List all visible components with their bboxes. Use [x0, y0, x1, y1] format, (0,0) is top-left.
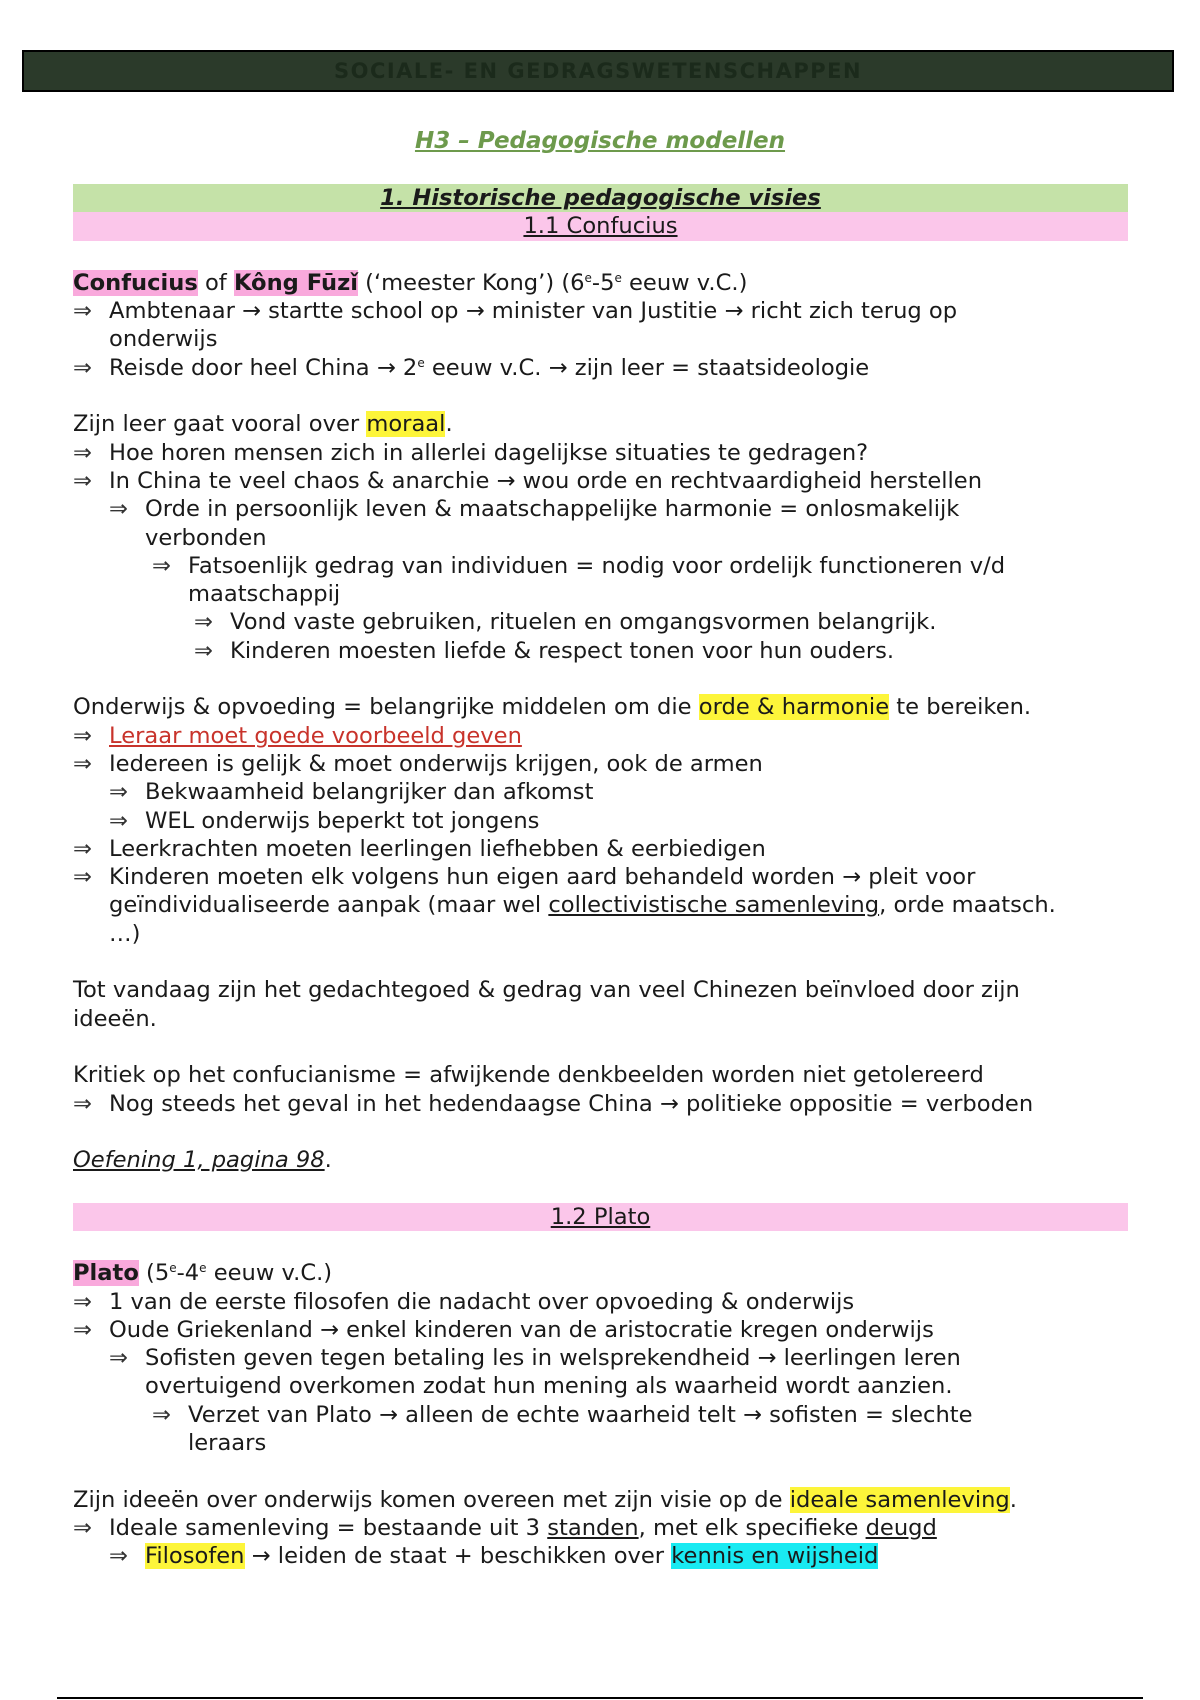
list-item-continuation: onderwijs	[109, 326, 218, 353]
double-arrow-icon: ⇒	[73, 1288, 92, 1315]
list-item: ⇒ Leraar moet goede voorbeeld geven	[73, 722, 522, 749]
exercise-reference: Oefening 1, pagina 98.	[73, 1147, 332, 1174]
list-item: ⇒ Sofisten geven tegen betaling les in welsprekendheid → leerlingen leren	[109, 1345, 961, 1372]
list-item: ⇒ Leerkrachten moeten leerlingen liefhebben & eerbiedigen	[73, 835, 766, 862]
list-item: ⇒ WEL onderwijs beperkt tot jongens	[109, 807, 540, 834]
paragraph: Kritiek op het confucianisme = afwijkende denkbeelden worden niet getolereerd	[73, 1062, 984, 1089]
double-arrow-icon: ⇒	[152, 552, 171, 579]
list-item: ⇒ Filosofen → leiden de staat + beschikken over kennis en wijsheid	[109, 1543, 879, 1570]
footer-divider	[57, 1697, 1143, 1699]
double-arrow-icon: ⇒	[152, 1401, 171, 1428]
list-item: ⇒ Reisde door heel China → $2^e$ eeuw v.C. → zijn leer = staatsideologie	[73, 354, 870, 381]
list-item-continuation: geïndividualiseerde aanpak (maar wel collectivistische samenleving, orde maatsch.	[109, 892, 1056, 919]
list-item-continuation: leraars	[188, 1430, 267, 1457]
list-item: ⇒ Orde in persoonlijk leven & maatschappelijke harmonie = onlosmakelijk	[109, 496, 960, 523]
paragraph: Onderwijs & opvoeding = belangrijke middelen om die orde & harmonie te bereiken.	[73, 694, 1032, 721]
list-item: ⇒ Hoe horen mensen zich in allerlei dagelijkse situaties te gedragen?	[73, 439, 869, 466]
double-arrow-icon: ⇒	[73, 722, 92, 749]
subsection-heading-confucius: 1.1 Confucius	[73, 212, 1128, 240]
list-item: ⇒ Oude Griekenland → enkel kinderen van de aristocratie kregen onderwijs	[73, 1316, 934, 1343]
double-arrow-icon: ⇒	[194, 637, 213, 664]
course-title: SOCIALE- EN GEDRAGSWETENSCHAPPEN	[333, 59, 863, 83]
list-item-continuation: …)	[109, 920, 141, 947]
name-highlight: Kông Fūzǐ	[233, 269, 358, 296]
list-item: ⇒ Ideale samenleving = bestaande uit 3 standen, met elk specifieke deugd	[73, 1514, 937, 1541]
name-highlight: Confucius	[73, 269, 198, 296]
confucius-intro: Confucius of Kông Fūzǐ (‘meester Kong’) (6e-5e eeuw v.C.)	[73, 269, 748, 296]
list-item: ⇒ Bekwaamheid belangrijker dan afkomst	[109, 779, 594, 806]
paragraph: Zijn leer gaat vooral over moraal.	[73, 411, 453, 438]
double-arrow-icon: ⇒	[109, 807, 128, 834]
double-arrow-icon: ⇒	[73, 1316, 92, 1343]
double-arrow-icon: ⇒	[73, 1090, 92, 1117]
chapter-title: H3 – Pedagogische modellen	[414, 128, 786, 154]
double-arrow-icon: ⇒	[73, 750, 92, 777]
list-item: ⇒ Kinderen moeten elk volgens hun eigen aard behandeld worden → pleit voor	[73, 864, 976, 891]
name-highlight: Plato	[73, 1260, 139, 1287]
double-arrow-icon: ⇒	[109, 1345, 128, 1372]
list-item-continuation: overtuigend overkomen zodat hun mening als waarheid wordt aanzien.	[145, 1373, 953, 1400]
double-arrow-icon: ⇒	[73, 298, 92, 325]
section-heading: 1. Historische pedagogische visies	[73, 184, 1128, 212]
list-item: ⇒ Verzet van Plato → alleen de echte waarheid telt → sofisten = slechte	[152, 1401, 973, 1428]
list-item-continuation: maatschappij	[188, 581, 341, 608]
list-item: ⇒ Iedereen is gelijk & moet onderwijs krijgen, ook de armen	[73, 750, 763, 777]
list-item: ⇒ Kinderen moesten liefde & respect tonen voor hun ouders.	[194, 637, 895, 664]
list-item: ⇒ Vond vaste gebruiken, rituelen en omgangsvormen belangrijk.	[194, 609, 937, 636]
double-arrow-icon: ⇒	[109, 496, 128, 523]
list-item: ⇒ Ambtenaar → startte school op → minister van Justitie → richt zich terug op	[73, 298, 958, 325]
paragraph-continuation: ideeën.	[73, 1005, 157, 1032]
plato-intro: Plato (5e-4e eeuw v.C.)	[73, 1260, 333, 1287]
list-item: ⇒ Fatsoenlijk gedrag van individuen = nodig voor ordelijk functioneren v/d	[152, 552, 1006, 579]
double-arrow-icon: ⇒	[73, 1514, 92, 1541]
double-arrow-icon: ⇒	[73, 864, 92, 891]
paragraph: Tot vandaag zijn het gedachtegoed & gedrag van veel Chinezen beïnvloed door zijn	[73, 977, 1020, 1004]
double-arrow-icon: ⇒	[73, 354, 92, 381]
paragraph: Zijn ideeën over onderwijs komen overeen met zijn visie op de ideale samenleving.	[73, 1486, 1017, 1513]
list-item: ⇒ Nog steeds het geval in het hedendaagse China → politieke oppositie = verboden	[73, 1090, 1034, 1117]
double-arrow-icon: ⇒	[109, 779, 128, 806]
list-item: ⇒ 1 van de eerste filosofen die nadacht over opvoeding & onderwijs	[73, 1288, 855, 1315]
document-body	[73, 184, 1128, 1571]
list-item-continuation: verbonden	[145, 524, 267, 551]
double-arrow-icon: ⇒	[73, 439, 92, 466]
double-arrow-icon: ⇒	[73, 467, 92, 494]
double-arrow-icon: ⇒	[109, 1543, 128, 1570]
double-arrow-icon: ⇒	[73, 835, 92, 862]
double-arrow-icon: ⇒	[194, 609, 213, 636]
list-item: ⇒ In China te veel chaos & anarchie → wou orde en rechtvaardigheid herstellen	[73, 467, 983, 494]
course-banner	[22, 50, 1174, 92]
subsection-heading-plato: 1.2 Plato	[73, 1203, 1128, 1231]
